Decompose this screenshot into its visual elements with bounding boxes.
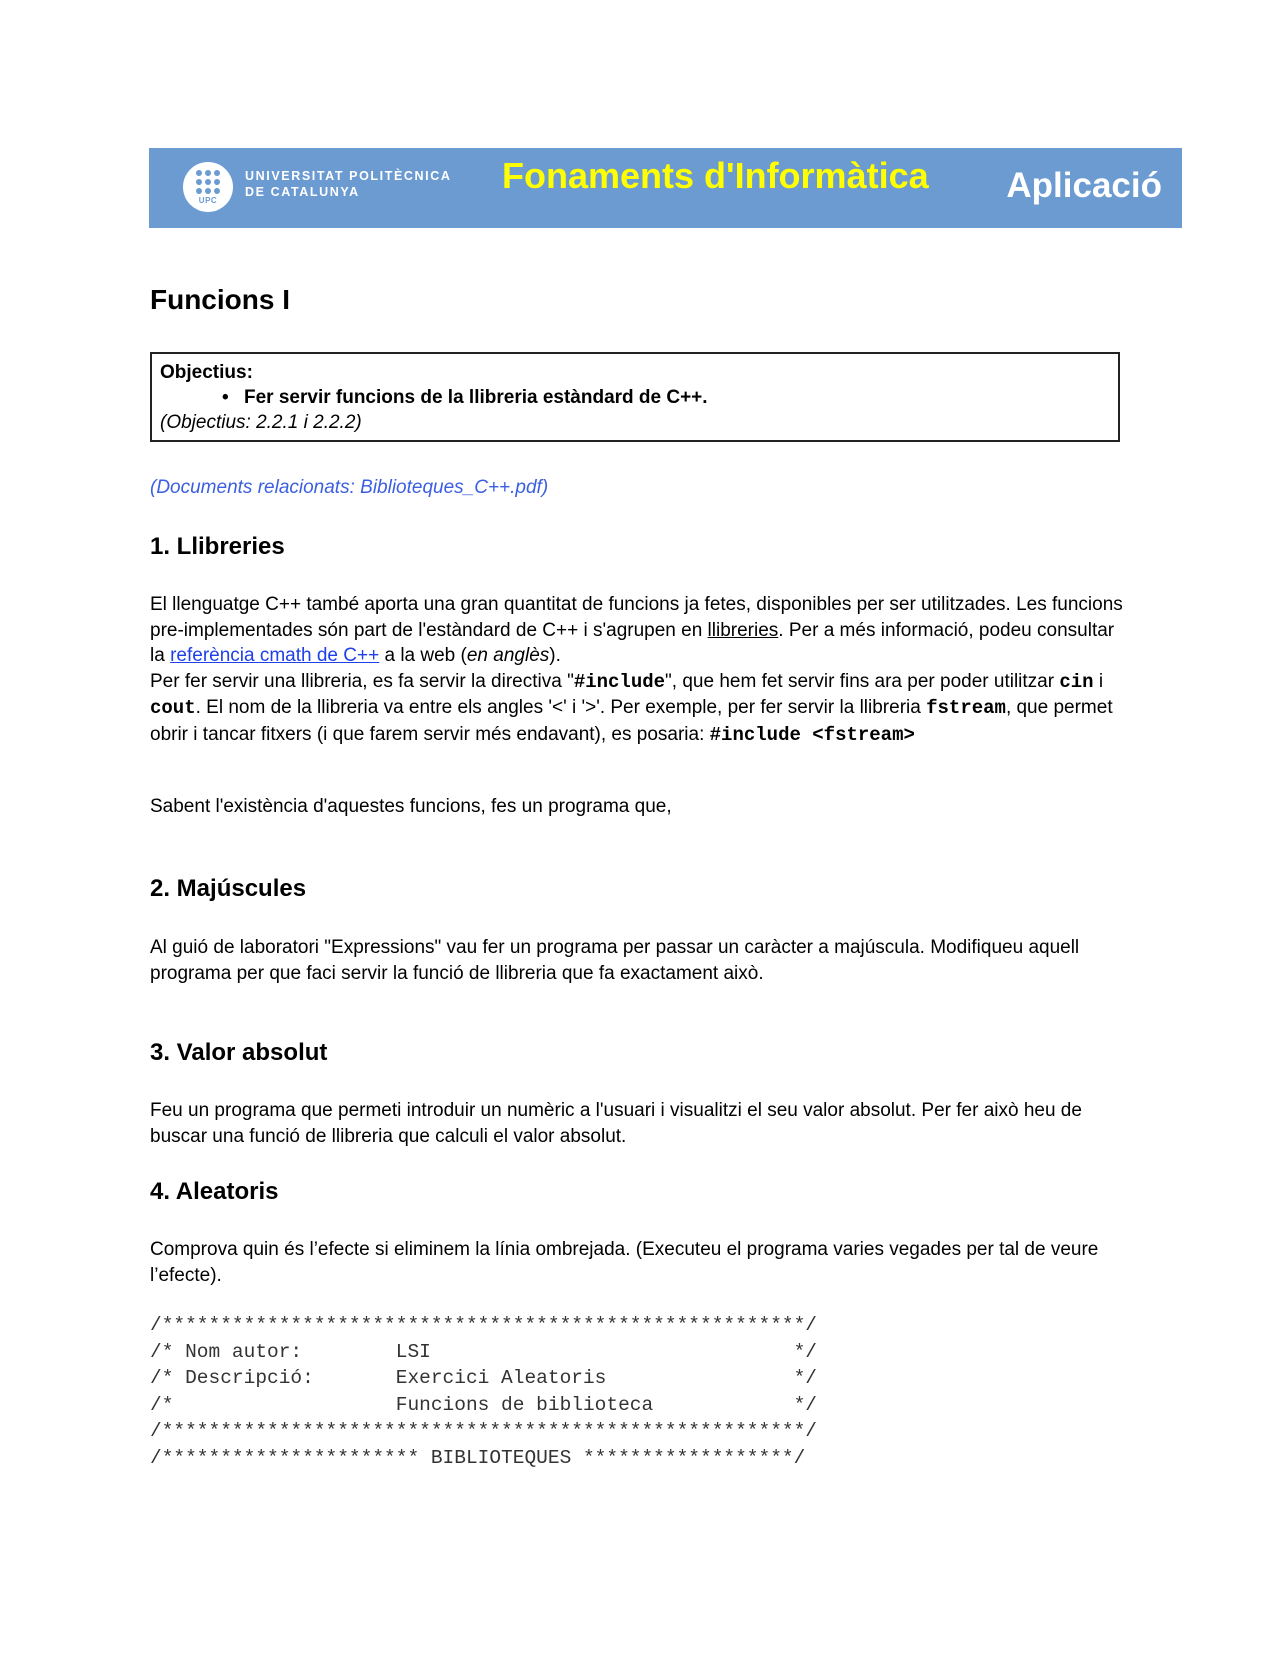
university-name: UNIVERSITAT POLITÈCNICA DE CATALUNYA	[245, 169, 452, 199]
cmath-reference-link[interactable]: referència cmath de C++	[170, 645, 380, 666]
section-tag: Aplicació	[1006, 166, 1162, 205]
section-2-heading: 2. Majúscules	[150, 875, 307, 902]
header-banner	[149, 148, 1182, 228]
code-line: /*******************************************************/	[150, 1420, 818, 1442]
objectives-item	[222, 387, 708, 409]
course-title: Fonaments d'Informàtica	[502, 155, 929, 196]
related-documents: (Documents relacionats: Biblioteques_C++.pdf)	[150, 477, 549, 498]
section-4-paragraph: Comprova quin és l’efecte si eliminem la línia ombrejada. (Executeu el programa varies vegades per tal de veure l’efecte).	[150, 1239, 1099, 1286]
code-listing	[150, 1312, 817, 1471]
page-title: Funcions I	[150, 284, 290, 315]
code-line: /*******************************************************/	[150, 1314, 818, 1336]
code-line: /********************** BIBLIOTEQUES ******************/	[150, 1446, 806, 1469]
logo-abbreviation: UPC	[198, 196, 218, 205]
libraries-term: llibreries	[707, 619, 779, 641]
section-1-paragraph-1: El llenguatge C++ també aporta una gran quantitat de funcions ja fetes, disponibles per ser utilitzades. Les funcions pre-implementades són part de l'estàndard de C++ i s'agrupen en llibreries. Per a més informació, podeu consultar la referència cmath de C++ a la web (en anglès). Per fer servir una llibreria, es fa servir la directiva "#include", que hem fet servir fins ara per poder utilitzar cin i cout. El nom de la llibreria va entre els angles '<' i '>'. Per exemple, per fer servir la llibreria fstream, que permet obrir i tancar fitxers (i que farem servir més endavant), es posaria: #include <fstream>	[150, 594, 1123, 746]
code-line: /* Funcions de biblioteca */	[150, 1393, 818, 1416]
code-line: /* Descripció: Exercici Aleatoris */	[150, 1367, 818, 1389]
code-cin: cin	[1059, 670, 1094, 693]
objectives-label: Objectius:	[160, 362, 253, 383]
objectives-note: (Objectius: 2.2.1 i 2.2.2)	[160, 412, 362, 433]
code-line: /* Nom autor: LSI */	[150, 1340, 818, 1363]
objectives-box	[150, 352, 1120, 442]
section-3-heading: 3. Valor absolut	[150, 1039, 328, 1066]
bullet-icon: •	[222, 387, 229, 408]
section-1-paragraph-3: Sabent l'existència d'aquestes funcions, fes un programa que,	[150, 796, 672, 817]
upc-logo	[183, 162, 233, 212]
code-cout: cout	[150, 697, 196, 719]
upc-logo-dots-icon	[196, 170, 220, 194]
code-include: #include	[573, 670, 666, 693]
code-include-fstream: #include <fstream>	[709, 723, 915, 746]
code-fstream: fstream	[926, 697, 1006, 719]
section-1-heading: 1. Llibreries	[150, 533, 285, 560]
section-4-heading: 4. Aleatoris	[150, 1178, 279, 1205]
section-2-paragraph: Al guió de laboratori "Expressions" vau fer un programa per passar un caràcter a majúscula. Modifiqueu aquell programa per que faci servir la funció de llibreria que fa exactament això.	[150, 937, 1080, 984]
section-3-paragraph: Feu un programa que permeti introduir un numèric a l'usuari i visualitzi el seu valor absolut. Per fer això heu de buscar una funció de llibreria que calculi el valor absolut.	[150, 1100, 1082, 1147]
objectives-item-text: Fer servir funcions de la llibreria estàndard de C++.	[244, 387, 708, 408]
